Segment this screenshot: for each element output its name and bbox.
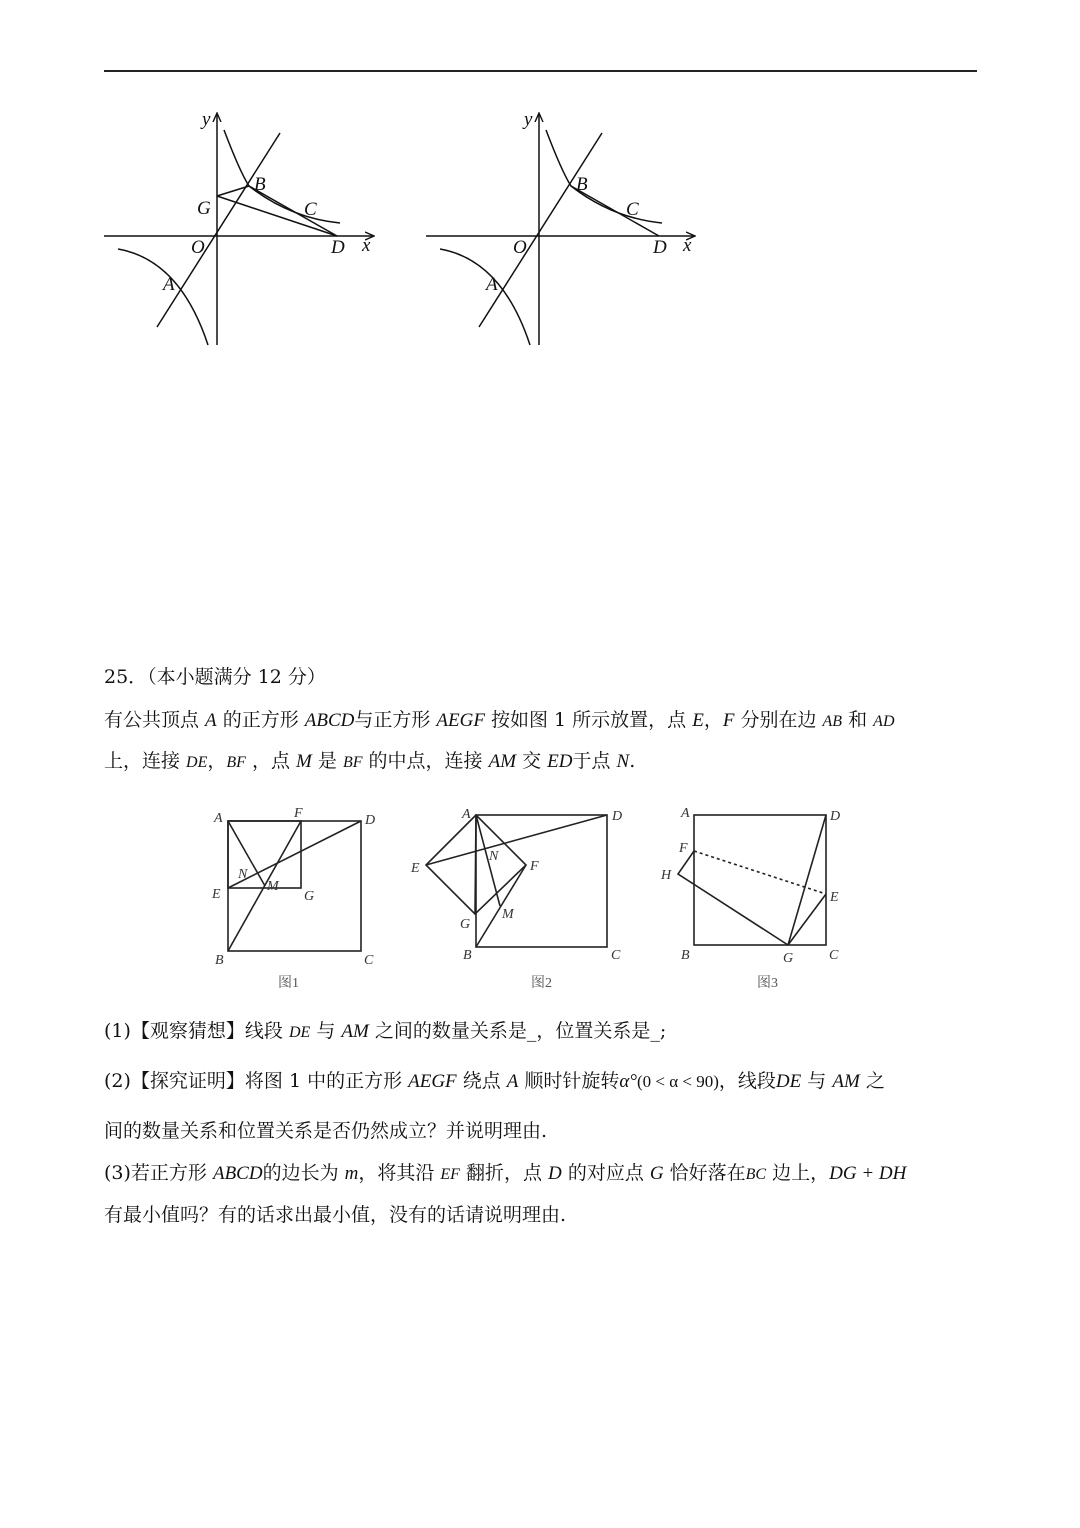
figure-2	[426, 815, 607, 947]
problem-intro-line2	[104, 746, 635, 778]
segment-AG	[475, 815, 476, 914]
text: 与	[801, 1070, 833, 1092]
hyperbola-branch-lower	[118, 249, 208, 345]
fig2-label-D: D	[612, 809, 623, 824]
question-2-cont: 间的数量关系和位置关系是否仍然成立？并说明理由.	[104, 1120, 548, 1142]
fig2-label-B: B	[463, 948, 472, 963]
var-BF: BF	[342, 754, 363, 771]
question-2	[104, 1066, 885, 1097]
text: ，	[207, 750, 227, 772]
segment-DG	[788, 815, 826, 945]
segment-DE	[426, 815, 607, 865]
var-m: m	[344, 1163, 359, 1184]
var-A: A	[506, 1071, 519, 1092]
fig1-label-B: B	[215, 953, 224, 968]
fig1-label-N: N	[238, 867, 248, 882]
expr-DG-DH: DG + DH	[829, 1163, 907, 1184]
label-O: O	[513, 237, 527, 258]
var-DE: DE	[186, 754, 208, 771]
var-G: G	[649, 1163, 664, 1184]
var-M: M	[296, 751, 312, 772]
figure-1	[228, 821, 361, 951]
text: 交	[516, 750, 548, 772]
text: 于点	[572, 750, 617, 772]
fig2-label-F: F	[530, 859, 539, 874]
hyperbola-branch-upper	[224, 130, 340, 223]
question-3	[104, 1158, 906, 1190]
square-ABCD	[228, 821, 361, 951]
label-B: B	[254, 174, 266, 195]
text: ，	[703, 709, 723, 731]
text: 按如图 1 所示放置，点	[484, 709, 693, 731]
fig3-label-E: E	[830, 890, 839, 905]
text: .	[629, 750, 636, 772]
text: 有公共顶点	[104, 709, 206, 731]
fig1-caption: 图1	[278, 976, 299, 991]
var-AB: AB	[822, 713, 843, 730]
text: (2)【探究证明】将图 1 中的正方形	[104, 1070, 409, 1092]
fig1-label-E: E	[212, 887, 221, 902]
text: 顺时针旋转	[518, 1070, 620, 1092]
label-x: x	[683, 235, 692, 256]
graphs-svg	[0, 0, 1080, 380]
text: 的边长为	[262, 1162, 345, 1184]
problem-header: 25．（本小题满分 12 分）	[104, 666, 326, 688]
text: 与正方形	[354, 709, 437, 731]
fig1-label-D: D	[365, 813, 376, 828]
figures-svg	[0, 800, 1080, 1020]
var-AD: AD	[873, 713, 895, 730]
fig1-label-F: F	[294, 806, 303, 821]
text: (1)【观察猜想】线段	[104, 1020, 289, 1042]
text: 恰好落在	[663, 1162, 746, 1184]
hyperbola-branch-upper	[546, 130, 662, 223]
fig1-label-G: G	[304, 889, 315, 904]
text: 的正方形	[216, 709, 305, 731]
label-y: y	[202, 109, 211, 130]
var-AM: AM	[341, 1021, 369, 1042]
segment-GE	[788, 894, 826, 945]
label-G: G	[197, 198, 211, 219]
alpha-range: (0 < α < 90)	[637, 1072, 719, 1091]
label-C: C	[626, 199, 639, 220]
label-y: y	[524, 109, 533, 130]
label-D: D	[653, 237, 667, 258]
text: 的对应点	[561, 1162, 650, 1184]
fig2-label-C: C	[611, 948, 621, 963]
var-EF: EF	[440, 1166, 460, 1183]
fig3-label-F: F	[679, 841, 688, 856]
var-AM: AM	[488, 751, 517, 772]
text: 上，连接	[104, 750, 187, 772]
fig2-caption: 图2	[531, 976, 552, 991]
label-B: B	[576, 174, 588, 195]
fig3-label-H: H	[661, 868, 672, 883]
var-E: E	[692, 710, 704, 731]
var-F: F	[722, 710, 735, 731]
fig3-label-C: C	[829, 948, 839, 963]
text: ，将其沿	[358, 1162, 441, 1184]
var-alpha: α°	[619, 1071, 637, 1092]
text: 是	[311, 750, 343, 772]
fig3-label-B: B	[681, 948, 690, 963]
problem-intro-line1	[104, 705, 895, 737]
fig1-label-M: M	[267, 879, 279, 894]
fold-line-EF	[694, 851, 826, 894]
line-AB	[479, 133, 602, 327]
fig2-label-A: A	[462, 807, 471, 822]
line-AB	[157, 133, 280, 327]
fig2-label-G: G	[460, 917, 471, 932]
text: 分别在边	[734, 709, 823, 731]
text: 和	[842, 709, 874, 731]
var-AM: AM	[832, 1071, 860, 1092]
figure-3	[678, 815, 826, 945]
text: 的中点，连接	[362, 750, 489, 772]
var-AEGF: AEGF	[408, 1071, 457, 1092]
text: 绕点	[456, 1070, 507, 1092]
label-D: D	[331, 237, 345, 258]
segment-GB	[217, 186, 249, 196]
fig3-label-G: G	[783, 951, 794, 966]
fig2-label-E: E	[411, 861, 420, 876]
var-ABCD: ABCD	[304, 710, 355, 731]
text: ，点	[245, 750, 297, 772]
label-x: x	[362, 235, 371, 256]
text: 之间的数量关系是_，位置关系是_;	[368, 1020, 667, 1042]
fig3-label-A: A	[681, 806, 690, 821]
hyperbola-branch-lower	[440, 249, 530, 345]
var-A: A	[205, 710, 217, 731]
question-1	[104, 1016, 666, 1048]
text: (3)若正方形	[104, 1162, 213, 1184]
var-D: D	[548, 1163, 562, 1184]
text: 翻折，点	[459, 1162, 549, 1184]
var-DE: DE	[288, 1024, 311, 1041]
label-O: O	[191, 237, 205, 258]
var-ED: ED	[547, 751, 573, 772]
question-3-cont: 有最小值吗？有的话求出最小值，没有的话请说明理由.	[104, 1204, 567, 1226]
graph-right	[426, 114, 694, 345]
text: ，线段	[718, 1070, 776, 1092]
var-N: N	[616, 751, 630, 772]
var-BC: BC	[745, 1166, 767, 1183]
fig3-caption: 图3	[757, 976, 778, 991]
text: 与	[310, 1020, 342, 1042]
fig1-label-A: A	[214, 811, 223, 826]
label-A: A	[486, 274, 498, 295]
var-BF: BF	[226, 754, 246, 771]
label-C: C	[304, 199, 317, 220]
fig2-label-M: M	[502, 907, 514, 922]
fig1-label-C: C	[364, 953, 374, 968]
fig2-label-N: N	[489, 849, 499, 864]
label-A: A	[163, 274, 175, 295]
text: 边上，	[766, 1162, 830, 1184]
graph-left	[104, 114, 373, 345]
var-DE: DE	[775, 1071, 802, 1092]
text: 之	[859, 1070, 885, 1092]
fig3-label-D: D	[830, 809, 841, 824]
var-ABCD: ABCD	[212, 1163, 263, 1184]
var-AEGF: AEGF	[436, 710, 485, 731]
